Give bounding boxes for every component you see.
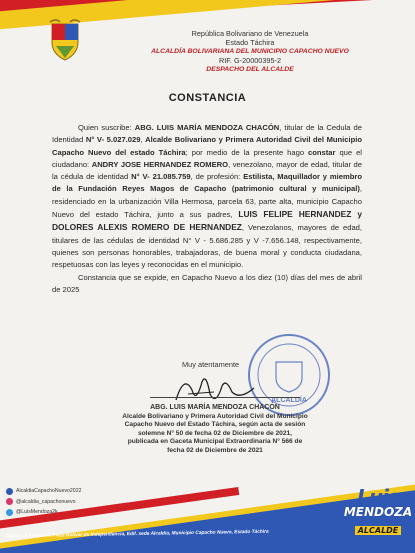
- text-run: que el ciudadano:: [52, 147, 362, 169]
- signer-name: ABG. LUIS MARÍA MENDOZA CHACÓN: [134, 123, 280, 132]
- logo-line-1: Luis: [357, 485, 399, 509]
- instagram-handle: @alcaldia_capachonuevo: [16, 498, 76, 505]
- coat-of-arms-icon: [48, 18, 82, 62]
- instagram-link[interactable]: [6, 497, 81, 508]
- signer-title: Alcalde Bolivariano y Primera Autoridad Civil del Municipio Capacho Nuevo del estado Táchira: [52, 135, 363, 157]
- text-run: , de profesión:: [190, 172, 244, 182]
- footer-address: Carrera 6 frente a la Plaza Bolívar de Independencia, Edif. sede Alcaldía, Municipio Capacho Nuevo, Estado Táchira: [5, 529, 269, 540]
- text-run: ; por medio de la presente hago: [185, 147, 309, 157]
- subject-profession: Estilista, Maquillador y miembro de la Fundación Reyes Magos de Capacho (patrimonio cultural y municipal): [52, 172, 362, 194]
- campaign-logo: [338, 485, 415, 537]
- constar-word: constar: [308, 147, 336, 157]
- text-run: , titular de la Cedula de Identidad: [52, 123, 362, 145]
- subject-name: ANDRY JOSE HERNANDEZ ROMERO: [91, 159, 229, 169]
- logo-line-2: MENDOZA: [343, 505, 413, 519]
- facebook-link[interactable]: [6, 486, 81, 497]
- header-line-despacho: DESPACHO DEL ALCALDE: [206, 66, 294, 73]
- header-line-republic: República Bolivariano de Venezuela: [191, 29, 309, 38]
- facebook-icon: [6, 488, 13, 495]
- twitter-link[interactable]: [6, 507, 81, 518]
- signer-name-footer: ABG. LUIS MARÍA MENDOZA CHACÓN: [150, 404, 280, 411]
- twitter-icon: [6, 509, 13, 516]
- twitter-handle: @LuisMendoza2k: [16, 509, 58, 515]
- body-paragraph-2: Constancia que se expide, en Capacho Nuevo a los diez (10) días del mes de abril de 2025: [52, 272, 362, 294]
- signature-line-4: publicada en Gaceta Municipal Extraordinaria N° 566 de: [127, 438, 303, 446]
- facebook-handle: AlcaldiaCapachoNuevo2022: [16, 488, 82, 494]
- parents-names: LUIS FELIPE HERNANDEZ y DOLORES ALEXIS ROMERO DE HERNANDEZ: [52, 209, 362, 233]
- text-run: ,: [140, 135, 146, 145]
- logo-line-3: ALCALDE: [355, 526, 402, 535]
- letterhead: [110, 29, 390, 74]
- signature-area: [0, 352, 415, 472]
- signature-line-5: fecha 02 de Diciembre de 2021: [167, 446, 263, 454]
- seal-text: ALCALDÍA: [271, 397, 307, 404]
- signature-line-3: solemne N° 50 de fecha 02 de Diciembre de 2021,: [137, 429, 292, 437]
- text-run: , residenciado en la urbanización Villa Hermosa, parcela 63, parte alta, municipio Capacho Nuevo del estado Táchira, junto a sus padres,: [52, 184, 362, 220]
- signer-id: N° V- 5.027.029: [85, 135, 141, 145]
- social-links: [6, 486, 81, 518]
- signature-line-1: Alcalde Bolivariano y Primera Autoridad Civil del Municipio: [122, 412, 308, 420]
- body-paragraph-1: [52, 122, 362, 272]
- header-line-state: Estado Táchira: [225, 38, 275, 47]
- signature-line-2: Capacho Nuevo del Estado Táchira, según acta de sesión: [124, 421, 306, 429]
- signature-line: [150, 397, 300, 398]
- text-run: , venezolano, mayor de edad, titular de la cédula de identidad: [52, 159, 362, 182]
- text-run: , Venezolanos, mayores de edad, titulares de las cédulas de identidad N° V - 5.686.285 y V -7.656.148, respectivamente, quienes son personas honorables, trabajadoras, de buena moral y conducta ciudadana, respetuosas con las leyes y reconocidas en el municipio.: [52, 223, 362, 270]
- text-run: Quien suscribe:: [78, 123, 135, 132]
- instagram-icon: [6, 498, 13, 505]
- signature-block: [100, 404, 330, 456]
- closing-text: Muy atentamente: [182, 360, 240, 369]
- subject-id: N° V- 21.085.759: [131, 172, 191, 182]
- document-title: CONSTANCIA: [168, 92, 247, 104]
- header-line-alcaldia: ALCALDÍA BOLIVARIANA DEL MUNICIPIO CAPACHO NUEVO: [151, 48, 349, 55]
- document-body: [52, 122, 362, 296]
- header-line-rif: RIF. G-20000395-2: [218, 56, 282, 65]
